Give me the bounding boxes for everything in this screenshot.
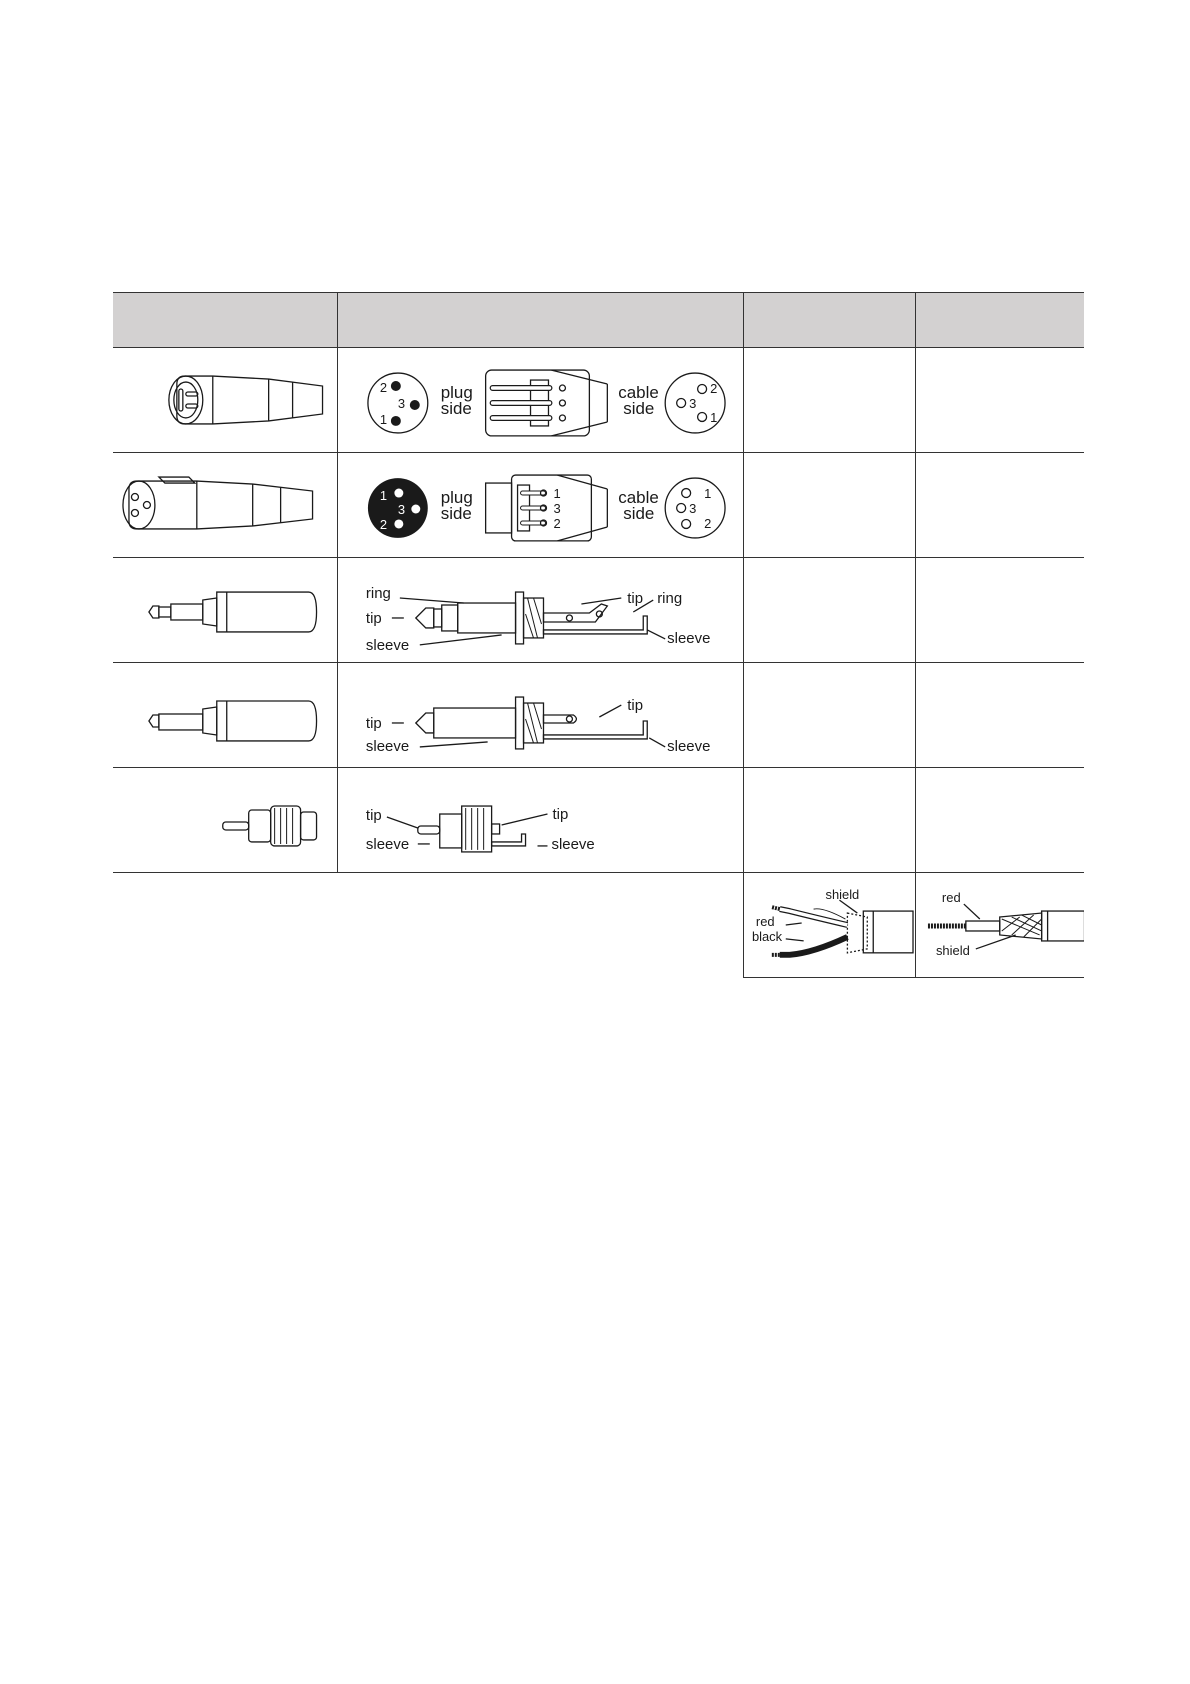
ring-label: ring — [365, 585, 391, 603]
red-label: red — [941, 890, 961, 906]
rca-plug-icon — [113, 768, 337, 872]
sleeve-label-right: sleeve — [666, 629, 710, 647]
cable-pin-label: 2 — [709, 381, 717, 397]
table-row-xlr-female — [113, 453, 1084, 558]
unbalanced-cable-cell — [915, 873, 1084, 978]
xlr-male-connector-cell — [113, 348, 337, 453]
unbalanced-cell — [915, 768, 1084, 873]
plug-side-label: plug — [440, 383, 473, 403]
shield-label: shield — [825, 887, 859, 903]
empty-cell — [113, 873, 743, 978]
plug-pin-label: 1 — [379, 411, 387, 427]
rca-connector-cell — [113, 768, 337, 873]
balanced-cell — [743, 768, 915, 873]
plug-side-label: plug — [440, 488, 473, 508]
cable-pin-label: 1 — [703, 486, 711, 502]
plug-pin-label: 2 — [379, 516, 387, 532]
trs-wiring-diagram — [338, 558, 743, 662]
table-row-trs-jack — [113, 558, 1084, 663]
body-pin-label: 2 — [552, 515, 561, 531]
tip-label: tip — [365, 609, 382, 627]
plug-pin-label: 3 — [397, 395, 405, 411]
tip-label-right: tip — [551, 806, 568, 824]
table-header-row — [113, 293, 1084, 348]
cable-side-label: cable — [617, 383, 659, 403]
balanced-cell — [743, 663, 915, 768]
plug-side-label: side — [440, 398, 472, 418]
sleeve-label-right: sleeve — [550, 835, 595, 853]
sleeve-label-right: sleeve — [666, 737, 710, 755]
balanced-cell — [743, 348, 915, 453]
tip-label-right: tip — [626, 590, 643, 608]
balanced-cell — [743, 558, 915, 663]
header-cell-connector — [113, 293, 337, 348]
connector-wiring-table — [113, 292, 1084, 978]
header-cell-wiring — [337, 293, 743, 348]
plug-pin-label: 1 — [379, 488, 387, 504]
rca-wiring-diagram — [338, 768, 743, 872]
cable-side-label: side — [622, 398, 654, 418]
unbalanced-cable-diagram — [916, 873, 1085, 977]
rca-wiring-cell — [337, 768, 743, 873]
black-label: black — [751, 928, 782, 944]
ts-connector-cell — [113, 663, 337, 768]
ring-label-right: ring — [656, 590, 682, 608]
tip-label: tip — [365, 714, 382, 732]
trs-connector-cell — [113, 558, 337, 663]
plug-pin-label: 3 — [397, 501, 405, 517]
plug-pin-label: 2 — [379, 380, 387, 396]
body-pin-label: 3 — [552, 500, 561, 516]
plug-side-label: side — [440, 503, 472, 523]
ts-wiring-diagram — [338, 663, 743, 767]
xlr-female-connector-icon — [113, 453, 337, 557]
table-row-xlr-male — [113, 348, 1084, 453]
xlr-female-wiring-cell — [337, 453, 743, 558]
table-row-cables — [113, 873, 1084, 978]
cable-pin-label: 2 — [703, 515, 711, 531]
table-row-ts-jack — [113, 663, 1084, 768]
balanced-cable-cell — [743, 873, 915, 978]
xlr-male-connector-icon — [113, 348, 337, 452]
tip-label-right: tip — [626, 697, 643, 715]
xlr-female-connector-cell — [113, 453, 337, 558]
ts-wiring-cell — [337, 663, 743, 768]
shield-label: shield — [935, 942, 970, 958]
header-cell-unbalanced — [915, 293, 1084, 348]
xlr-male-wiring-diagram — [338, 348, 743, 452]
sleeve-label: sleeve — [365, 737, 409, 755]
unbalanced-cell — [915, 558, 1084, 663]
ts-plug-icon — [113, 663, 337, 767]
cable-side-label: cable — [617, 488, 659, 508]
balanced-cell — [743, 453, 915, 558]
header-cell-balanced — [743, 293, 915, 348]
sleeve-label: sleeve — [365, 636, 409, 654]
sleeve-label: sleeve — [365, 835, 409, 853]
red-label: red — [755, 913, 775, 929]
table-row-rca — [113, 768, 1084, 873]
body-pin-label: 1 — [552, 486, 561, 502]
trs-wiring-cell — [337, 558, 743, 663]
cable-pin-label: 1 — [709, 409, 717, 425]
cable-pin-label: 3 — [688, 500, 696, 516]
unbalanced-cell — [915, 453, 1084, 558]
xlr-female-wiring-diagram — [338, 453, 743, 557]
cable-side-label: side — [622, 503, 654, 523]
unbalanced-cell — [915, 663, 1084, 768]
tip-label: tip — [365, 807, 382, 824]
balanced-cable-diagram — [744, 873, 915, 977]
xlr-male-wiring-cell — [337, 348, 743, 453]
unbalanced-cell — [915, 348, 1084, 453]
trs-plug-icon — [113, 558, 337, 662]
cable-pin-label: 3 — [688, 395, 696, 411]
